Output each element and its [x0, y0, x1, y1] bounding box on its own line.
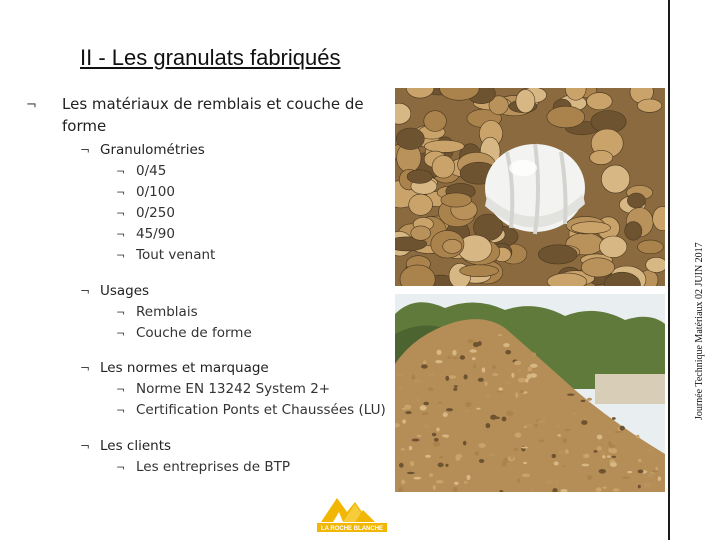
gravel-shape: [587, 475, 593, 480]
stone-shape: [409, 194, 433, 215]
bullet-icon: ¬: [80, 284, 91, 298]
section-clients: [80, 436, 290, 478]
gravel-shape: [562, 465, 565, 467]
gravel-shape: [464, 481, 468, 483]
bullet-icon: ¬: [116, 228, 126, 241]
gravel-shape: [525, 378, 528, 382]
list-item-text: Les entreprises de BTP: [136, 459, 290, 475]
bullet-icon: ¬: [116, 461, 126, 474]
list-item-text: Certification Ponts et Chaussées (LU): [136, 402, 386, 418]
gravel-shape: [610, 462, 617, 467]
gravel-shape: [515, 392, 518, 398]
gravel-shape: [453, 388, 457, 391]
gravel-shape: [477, 343, 480, 346]
gravel-shape: [423, 425, 431, 429]
gravel-shape: [521, 447, 528, 449]
gravel-shape: [429, 473, 433, 477]
gravel-shape: [492, 365, 496, 369]
gravel-shape: [514, 361, 521, 366]
bullet-icon: ¬: [116, 383, 126, 396]
gravel-shape: [444, 435, 448, 437]
list-item: [80, 457, 290, 478]
gravel-shape: [429, 373, 435, 376]
gravel-shape: [425, 455, 431, 458]
gravel-shape: [421, 364, 428, 368]
gravel-shape: [476, 408, 480, 410]
list-item-text: 0/100: [136, 184, 175, 200]
gravel-shape: [557, 425, 560, 429]
list-item: [80, 245, 215, 266]
gravel-shape: [464, 374, 468, 379]
gravel-shape: [518, 378, 526, 383]
gravel-shape: [402, 419, 406, 423]
gravel-shape: [446, 408, 453, 411]
stone-shape: [638, 240, 664, 254]
gravel-shape: [600, 452, 606, 455]
gravel-shape: [620, 426, 625, 431]
gravel-shape: [498, 387, 503, 391]
gravel-shape: [473, 364, 476, 368]
logo-text: LA ROCHE BLANCHE: [320, 526, 384, 532]
section-normes: [80, 358, 386, 421]
stone-shape: [432, 156, 455, 179]
gravel-shape: [515, 432, 522, 437]
gravel-shape: [454, 482, 459, 485]
gravel-shape: [498, 334, 502, 336]
gravel-shape: [488, 453, 495, 457]
gravel-shape: [492, 373, 498, 376]
gravel-shape: [627, 471, 632, 473]
gravel-shape: [484, 382, 487, 386]
gravel-shape: [503, 343, 509, 347]
gravel-shape: [437, 350, 442, 355]
gravel-shape: [522, 474, 530, 478]
gravel-shape: [432, 433, 436, 437]
stone-shape: [571, 222, 610, 234]
gravel-shape: [534, 424, 538, 427]
gravel-shape: [608, 448, 611, 452]
gravel-shape: [532, 353, 536, 358]
gravel-shape: [445, 376, 449, 381]
slide-title: II - Les granulats fabriqués: [80, 45, 341, 70]
bullet-icon: ¬: [80, 439, 91, 453]
bullet-icon: ¬: [116, 207, 126, 220]
gravel-shape: [482, 367, 486, 372]
gravel-shape: [449, 375, 457, 379]
gravel-shape: [467, 475, 471, 480]
gravel-shape: [423, 402, 429, 405]
gravel-shape: [562, 438, 567, 443]
gravel-shape: [658, 476, 662, 481]
stone-shape: [538, 245, 577, 264]
gravel-shape: [399, 463, 404, 468]
gravel-shape: [511, 373, 514, 378]
gravel-shape: [530, 364, 538, 368]
gravel-shape: [517, 478, 520, 482]
gravel-shape: [436, 428, 439, 432]
stone-shape: [600, 236, 627, 258]
gravel-shape: [502, 417, 507, 422]
gravel-shape: [478, 378, 484, 382]
gravel-shape: [505, 350, 511, 354]
gravel-shape: [486, 423, 491, 428]
stone-shape: [396, 128, 424, 150]
gravel-shape: [539, 440, 545, 443]
gravel-shape: [546, 479, 553, 484]
gravel-shape: [416, 398, 419, 402]
bullet-icon: ¬: [116, 306, 126, 319]
stone-shape: [424, 111, 447, 132]
gravel-shape: [581, 400, 586, 402]
bullet-icon: ¬: [116, 186, 126, 199]
gravel-shape: [555, 480, 559, 485]
gravel-shape: [644, 483, 652, 488]
gravel-shape: [479, 459, 484, 463]
bullet-icon: ¬: [26, 98, 37, 113]
section-heading: Les clients: [100, 438, 172, 454]
gravel-shape: [433, 485, 436, 490]
gravel-shape: [557, 434, 561, 436]
gravel-shape: [433, 441, 440, 446]
gravel-shape: [614, 431, 622, 433]
gravel-shape: [410, 461, 414, 466]
gravel-shape: [514, 448, 519, 451]
gravel-shape: [582, 464, 590, 467]
gravel-shape: [411, 375, 415, 380]
gravel-shape: [445, 464, 448, 467]
gravel-shape: [465, 410, 469, 413]
gravel-shape: [558, 450, 564, 454]
list-item-text: 0/250: [136, 205, 175, 221]
list-item: [80, 203, 215, 224]
gravel-shape: [599, 469, 606, 474]
gravel-shape: [602, 487, 607, 489]
gravel-shape: [581, 420, 587, 425]
gravel-shape: [638, 459, 641, 463]
gravel-shape: [396, 373, 403, 377]
gravel-shape: [567, 394, 575, 396]
stone-shape: [637, 99, 661, 112]
section-granulometries: [80, 140, 215, 266]
gravel-shape: [465, 402, 471, 407]
bullet-icon: ¬: [116, 327, 126, 340]
gravel-shape: [401, 480, 405, 485]
gravel-shape: [646, 449, 654, 451]
stone-shape: [516, 90, 535, 113]
stone-shape: [460, 265, 499, 277]
gravel-shape: [517, 369, 521, 373]
gravel-shape: [467, 339, 474, 343]
stone-shape: [601, 165, 629, 193]
gravel-shape: [452, 357, 458, 359]
gravel-shape: [435, 360, 442, 363]
gravel-shape: [452, 350, 456, 356]
gravel-shape: [510, 455, 514, 460]
section-heading: Les normes et marquage: [100, 360, 269, 376]
bullet-icon: ¬: [116, 404, 126, 417]
gravel-shape: [538, 419, 546, 424]
gravel-shape: [565, 449, 569, 454]
list-item-text: 45/90: [136, 226, 175, 242]
gravel-shape: [417, 435, 422, 438]
gravel-shape: [520, 391, 525, 393]
gravel-shape: [472, 357, 476, 360]
event-label-text: Journée Technique Matériaux 02 JUIN 2017: [694, 242, 705, 420]
list-item-text: Tout venant: [136, 247, 216, 263]
gravel-shape: [401, 448, 405, 450]
gravel-shape: [463, 441, 467, 446]
gravel-shape: [636, 435, 639, 439]
sidebar-divider: [668, 0, 670, 540]
gravel-shape: [398, 386, 402, 390]
section-heading: Usages: [100, 283, 150, 299]
gravel-shape: [612, 456, 616, 458]
stone-shape: [627, 193, 645, 208]
gravel-shape: [460, 355, 465, 359]
gravel-shape: [505, 381, 511, 385]
gravel-shape: [421, 412, 429, 415]
company-logo: [317, 496, 387, 536]
gravel-shape: [597, 446, 602, 450]
gravel-shape: [455, 456, 460, 461]
list-item: [80, 379, 386, 400]
gravel-shape: [596, 487, 602, 492]
stone-shape: [407, 170, 432, 184]
gravel-shape: [413, 477, 421, 480]
list-item: [80, 182, 215, 203]
gravel-shape: [602, 455, 606, 458]
stone-shape: [590, 150, 613, 164]
stone-shape: [441, 193, 472, 207]
stone-shape: [646, 257, 665, 272]
bullet-icon: ¬: [80, 143, 91, 157]
gravel-shape: [438, 463, 444, 468]
list-item-text: Remblais: [136, 304, 198, 320]
stone-shape: [547, 106, 585, 128]
gravel-shape: [609, 445, 615, 448]
bullet-icon: ¬: [80, 361, 91, 375]
gravel-shape: [506, 411, 513, 416]
gravel-shape: [412, 439, 420, 442]
bullet-icon: ¬: [116, 249, 126, 262]
stone-shape: [411, 226, 431, 240]
gravel-shape: [613, 488, 620, 491]
list-item: [80, 400, 386, 421]
gravel-shape: [623, 476, 630, 479]
gravel-shape: [552, 454, 557, 458]
gravel-shape: [447, 356, 451, 359]
main-point: [26, 94, 384, 136]
stone-shape: [625, 222, 642, 241]
section-usages: [80, 281, 252, 344]
list-item-text: 0/45: [136, 163, 167, 179]
list-item: [80, 323, 252, 344]
gravel-shape: [428, 388, 433, 392]
gravel-shape: [474, 451, 479, 455]
list-item: [80, 161, 215, 182]
gravel-shape: [439, 456, 442, 458]
gravel-pile-photo: [395, 294, 665, 492]
gravel-shape: [407, 472, 415, 475]
stones-helmet-photo: [395, 88, 665, 286]
stone-shape: [587, 93, 613, 110]
gravel-shape: [420, 405, 427, 410]
gravel-shape: [554, 461, 559, 465]
gravel-shape: [571, 412, 577, 415]
stone-shape: [424, 140, 464, 152]
stone-shape: [443, 239, 462, 253]
section-heading: Granulométries: [100, 142, 205, 158]
gravel-shape: [607, 455, 611, 458]
gravel-shape: [652, 470, 658, 473]
gravel-shape: [597, 435, 603, 440]
list-item: [80, 224, 215, 245]
gravel-shape: [402, 408, 407, 410]
list-item: [80, 302, 252, 323]
list-item-text: Norme EN 13242 System 2+: [136, 381, 331, 397]
gravel-shape: [434, 438, 439, 442]
list-item-text: Couche de forme: [136, 325, 252, 341]
gravel-shape: [638, 470, 644, 474]
gravel-shape: [564, 429, 570, 431]
gravel-shape: [594, 450, 598, 453]
gravel-shape: [587, 398, 592, 401]
gravel-shape: [438, 402, 442, 404]
gravel-shape: [479, 443, 486, 448]
gravel-shape: [405, 411, 411, 414]
stone-shape: [581, 258, 614, 277]
gravel-shape: [436, 480, 444, 483]
main-point-text: Les matériaux de remblais et couche de forme: [62, 95, 364, 135]
gravel-shape: [523, 462, 527, 464]
gravel-shape: [531, 488, 534, 492]
gravel-shape: [454, 385, 458, 387]
gravel-shape: [524, 426, 527, 428]
gravel-shape: [414, 379, 421, 383]
gravel-shape: [443, 412, 448, 417]
gravel-shape: [528, 367, 532, 372]
gravel-shape: [638, 485, 641, 489]
gravel-shape: [583, 454, 590, 458]
gravel-shape: [612, 417, 616, 420]
bullet-icon: ¬: [116, 165, 126, 178]
gravel-shape: [485, 395, 491, 398]
gravel-shape: [648, 473, 654, 478]
gravel-shape: [470, 349, 477, 352]
gravel-shape: [409, 446, 413, 450]
gravel-shape: [490, 415, 497, 420]
